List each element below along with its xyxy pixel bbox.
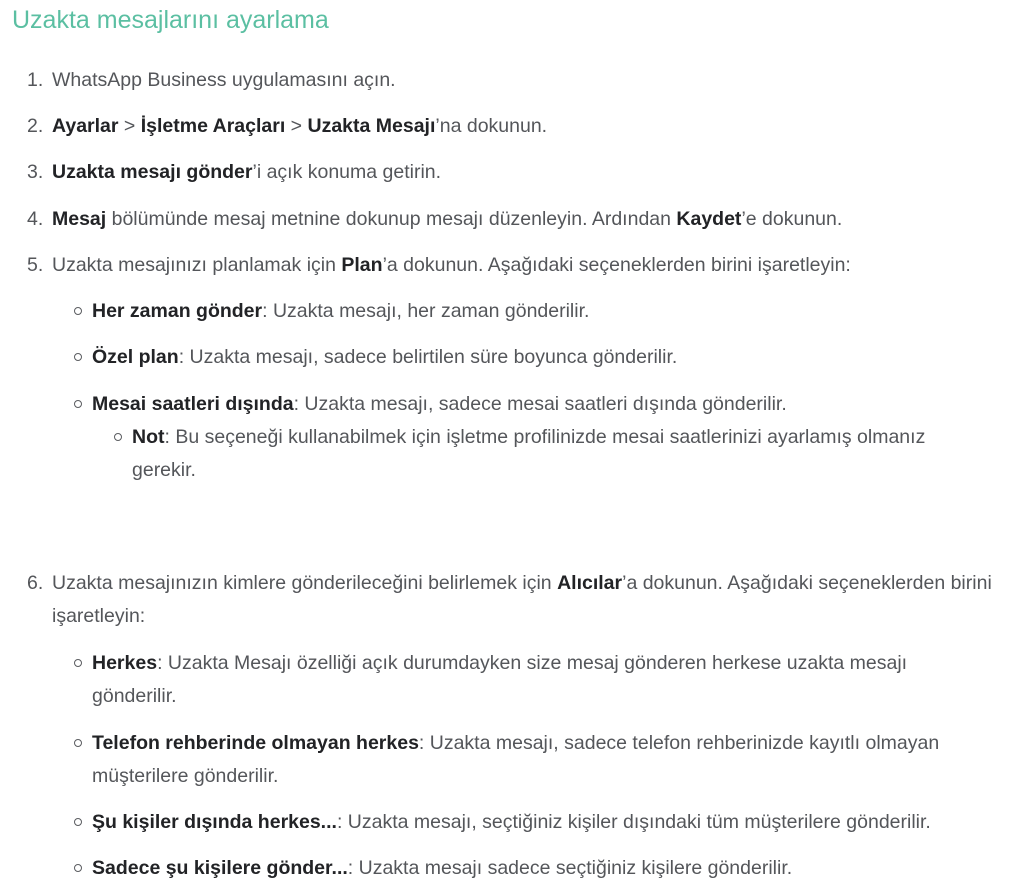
step-text: Uzakta mesajınızın kimlere gönderileceğini belirlemek için Alıcılar’a dokunun. Aşağıdaki seçeneklerden birini işaretleyin:	[52, 572, 992, 627]
step-text: Uzakta mesajınızı planlamak için Plan’a dokunun. Aşağıdaki seçeneklerden birini işaretleyin:	[52, 254, 851, 276]
circle-bullet-icon	[74, 353, 82, 361]
circle-bullet-icon	[74, 307, 82, 315]
circle-bullet-icon	[74, 659, 82, 667]
circle-bullet-icon	[74, 818, 82, 826]
option-text: Şu kişiler dışında herkes...: Uzakta mesajı, seçtiğiniz kişiler dışındaki tüm müşterilere gönderilir.	[92, 811, 931, 833]
step-text: Uzakta mesajı gönder’i açık konuma getirin.	[52, 161, 442, 183]
page-title: Uzakta mesajlarını ayarlama	[12, 6, 329, 34]
circle-bullet-icon	[114, 433, 122, 441]
menu-path-business-tools: İşletme Araçları	[140, 115, 286, 137]
option-text: Telefon rehberinde olmayan herkes: Uzakta mesajı, sadece telefon rehberinizde kayıtlı olmayan müşterilere gönderilir.	[92, 732, 940, 787]
option-text: Mesai saatleri dışında: Uzakta mesajı, sadece mesai saatleri dışında gönderilir.	[92, 393, 787, 415]
option-text: Her zaman gönder: Uzakta mesajı, her zaman gönderilir.	[92, 300, 590, 322]
option-text: Herkes: Uzakta Mesajı özelliği açık durumdayken size mesaj gönderen herkese uzakta mesajı gönderilir.	[92, 652, 908, 707]
menu-path-settings: Ayarlar	[52, 115, 119, 137]
step-number: 2.	[27, 115, 44, 137]
step-number: 1.	[27, 69, 44, 91]
step-text: WhatsApp Business uygulamasını açın.	[52, 69, 396, 91]
step-number: 5.	[27, 254, 44, 276]
step-text: Mesaj bölümünde mesaj metnine dokunup mesajı düzenleyin. Ardından Kaydet’e dokunun.	[52, 208, 843, 230]
step-number: 4.	[27, 208, 44, 230]
option-text: Sadece şu kişilere gönder...: Uzakta mesajı sadece seçtiğiniz kişilere gönderilir.	[92, 857, 793, 879]
step-text: Ayarlar > İşletme Araçları > Uzakta Mesajı’na dokunun.	[52, 115, 548, 137]
note-text: Not: Bu seçeneği kullanabilmek için işletme profilinizde mesai saatlerinizi ayarlamış olmanız gerekir.	[132, 426, 926, 481]
circle-bullet-icon	[74, 864, 82, 872]
option-text: Özel plan: Uzakta mesajı, sadece belirtilen süre boyunca gönderilir.	[92, 346, 678, 368]
circle-bullet-icon	[74, 739, 82, 747]
circle-bullet-icon	[74, 400, 82, 408]
menu-path-away-message: Uzakta Mesajı	[307, 115, 436, 137]
step-number: 3.	[27, 161, 44, 183]
step-number: 6.	[27, 572, 44, 594]
